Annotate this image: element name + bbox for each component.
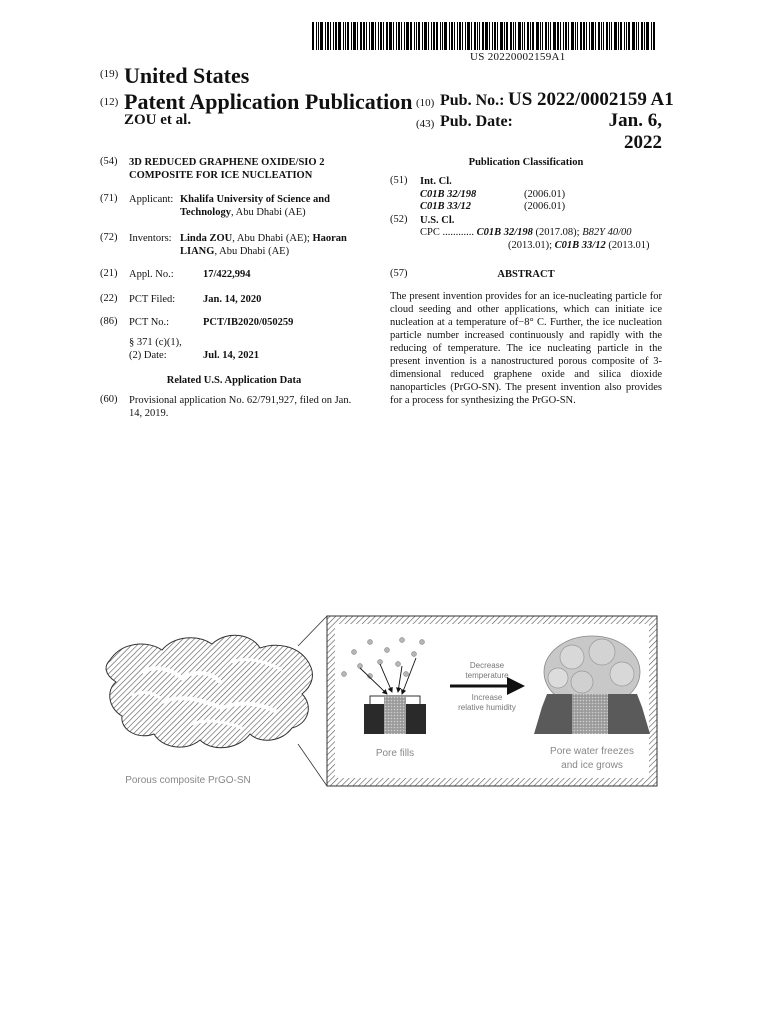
pore-water-caption-2: and ice grows <box>561 760 623 771</box>
pct-filed-code: (22) <box>100 293 118 304</box>
arrow-label-bottom-2: relative humidity <box>458 703 516 712</box>
s371-label: § 371 (c)(1), <box>129 337 182 348</box>
label-10: (10) <box>416 97 435 109</box>
related-heading: Related U.S. Application Data <box>166 375 302 386</box>
appl-value: 17/422,994 <box>203 269 251 280</box>
inventor-2-location: , Abu Dhabi (AE) <box>214 246 290 257</box>
us-label: U.S. Cl. <box>420 215 455 226</box>
barcode-number: US 20220002159A1 <box>470 51 566 63</box>
abstract-text: The present invention provides for an ice-nucleating particle for cloud seeding and other applications, which can initiate ice nucleation at a temperature of−8° C. Further, the ice nucleation particle number increased continuously and rapidly with the reducing of temperature. The ice nucleating particle in the present invention is a nanostructured porous composite of 3-dimensional reduced graphene oxide and silica dioxide nanoparticles (PrGO-SN). The present invention also provides for a process for synthesizing the PrGO-SN. <box>390 291 662 406</box>
pub-no-label: Pub. No.: <box>440 92 505 109</box>
pore-fills-caption: Pore fills <box>375 748 415 759</box>
inventors-line-2 <box>180 245 289 258</box>
pub-date-label: Pub. Date: <box>440 113 513 130</box>
int-date-2: (2006.01) <box>524 201 566 212</box>
applicant-label: Applicant: <box>129 194 174 205</box>
applicant-code: (71) <box>100 193 118 204</box>
cpc-label: CPC ............ <box>420 227 474 238</box>
label-12: (12) <box>100 96 119 108</box>
int-date-1: (2006.01) <box>524 189 566 200</box>
pub-date-value: Jan. 6, 2022 <box>608 110 662 153</box>
pct-filed-value: Jan. 14, 2020 <box>203 294 262 305</box>
cpc-line-1 <box>420 226 632 239</box>
inventor-1-location: , Abu Dhabi (AE); <box>232 233 313 244</box>
pct-no-code: (86) <box>100 316 118 327</box>
int-label: Int. Cl. <box>420 176 452 187</box>
applicant-name-2: Technology <box>180 207 231 218</box>
pub-no-value: US 2022/0002159 A1 <box>508 89 674 110</box>
s371-date-value: Jul. 14, 2021 <box>203 350 260 361</box>
title-line-2: COMPOSITE FOR ICE NUCLEATION <box>129 170 313 181</box>
pct-no-label: PCT No.: <box>129 317 170 328</box>
inventors-line-1 <box>180 232 347 245</box>
pct-filed-label: PCT Filed: <box>129 294 176 305</box>
barcode <box>312 22 662 50</box>
abstract-heading: ABSTRACT <box>497 269 555 280</box>
inventors-code: (72) <box>100 232 118 243</box>
inventors-label: Inventors: <box>129 233 172 244</box>
cpc-date-3: (2013.01) <box>605 240 650 251</box>
int-class-2: C01B 33/12 <box>420 201 472 212</box>
cpc-class-3: C01B 33/12 <box>554 240 606 251</box>
provisional-line-2: 14, 2019. <box>129 408 169 419</box>
publication-type: Patent Application Publication <box>124 89 413 114</box>
pct-no-value: PCT/IB2020/050259 <box>203 317 294 328</box>
inventor-short: ZOU et al. <box>124 112 192 128</box>
cpc-class-2: B82Y 40/00 <box>582 227 632 238</box>
us-code: (52) <box>390 214 408 225</box>
arrow-label-bottom-1: Increase <box>471 693 503 702</box>
title-line-1: 3D REDUCED GRAPHENE OXIDE/SIO 2 <box>129 157 325 168</box>
int-code: (51) <box>390 175 408 186</box>
porous-composite-image <box>106 635 312 747</box>
cpc-date-1: (2017.08); <box>532 227 583 238</box>
provisional-code: (60) <box>100 394 118 405</box>
inventor-2b: LIANG <box>180 246 215 257</box>
label-19: (19) <box>100 68 119 80</box>
applicant-location: , Abu Dhabi (AE) <box>230 207 306 218</box>
title-code: (54) <box>100 156 118 167</box>
cpc-class-1: C01B 32/198 <box>476 227 533 238</box>
appl-code: (21) <box>100 268 118 279</box>
provisional-line-1: Provisional application No. 62/791,927, filed on Jan. <box>129 395 352 406</box>
appl-label: Appl. No.: <box>129 269 174 280</box>
arrow-label-top-2: temperature <box>465 671 509 680</box>
porous-composite-caption: Porous composite PrGO-SN <box>125 775 251 786</box>
cpc-line-2 <box>508 239 649 252</box>
abstract-code: (57) <box>390 268 408 279</box>
applicant-name: Khalifa University of Science and <box>180 194 330 205</box>
s371-date-label: (2) Date: <box>129 350 167 361</box>
country: United States <box>124 63 250 88</box>
classification-heading: Publication Classification <box>468 157 584 168</box>
pore-water-caption-1: Pore water freezes <box>550 746 634 757</box>
arrow-label-top-1: Decrease <box>469 661 505 670</box>
figure-diagram <box>102 612 664 792</box>
inventor-1: Linda ZOU <box>180 233 233 244</box>
int-class-1: C01B 32/198 <box>420 189 477 200</box>
cpc-date-2: (2013.01); <box>508 240 555 251</box>
label-43: (43) <box>416 118 435 130</box>
applicant-line-2 <box>180 206 306 219</box>
inventor-2a: Haoran <box>312 233 347 244</box>
